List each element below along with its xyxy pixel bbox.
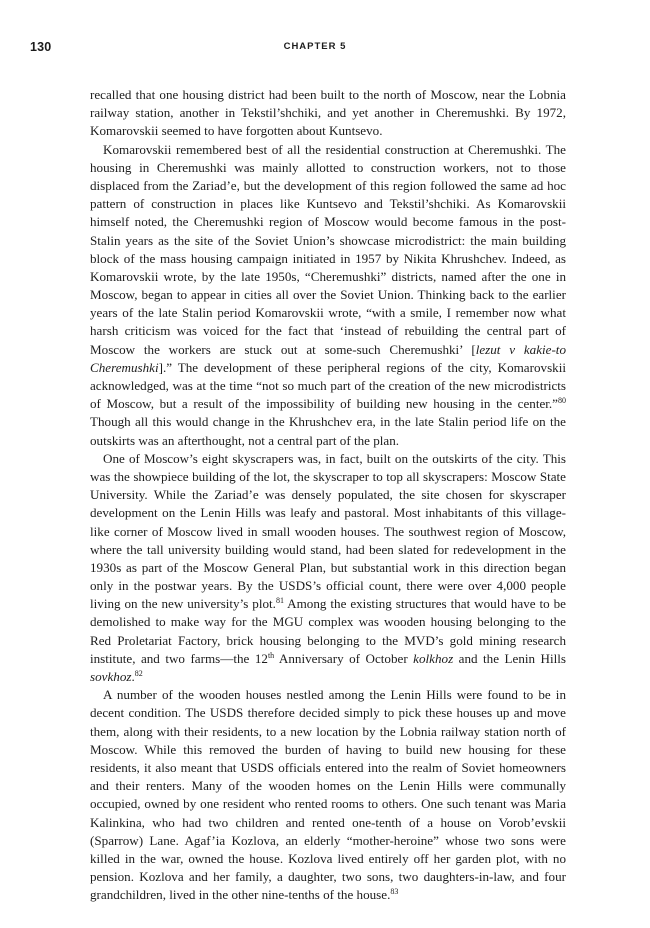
italic-text: sovkhoz — [90, 669, 132, 684]
text-run: ].” The development of these peripheral regions of the city, Komarovskii acknowledged, was at the time “not so much part of the creation of the new microdistricts of Moscow, but a result of the impossibility of building new housing in the center.” — [90, 359, 566, 412]
footnote-marker: th — [267, 650, 275, 660]
paragraph — [90, 450, 566, 686]
text-run: and the Lenin Hills — [453, 650, 566, 666]
text-run: Among the existing structures that would have to be demolished to make way for the MGU complex was wooden housing belonging to the Red Proletariat Factory, brick housing belonging to the MVD’s gold mining research institute, and two farms—the 12 — [90, 596, 566, 666]
page-number: 130 — [30, 40, 52, 54]
text-run: Anniversary of October — [274, 650, 414, 666]
text-run: One of Moscow’s eight skyscrapers was, in fact, built on the outskirts of the city. This was the showpiece building of the lot, the skyscraper to top all skyscrapers: Moscow State University. While the Zariad’e was densely populated, the site chosen for skyscraper development on the Lenin Hills was leafy and pastoral. Most inhabitants of this village-like corner of Moscow lived in small wooden houses. The southwest region of Moscow, where the tall university building would stand, had been slated for redevelopment in the 1930s as part of the Moscow General Plan, but substantial work in this direction began only in the postwar years. By the USDS’s official count, there were over 4,000 people living on the new university’s plot. — [90, 450, 566, 612]
running-head: CHAPTER 5 — [283, 41, 347, 52]
footnote-marker: 81 — [275, 596, 284, 606]
body-text — [90, 86, 566, 904]
text-run: recalled that one housing district had been built to the north of Moscow, near the Lobnia railway station, another in Tekstil’shchiki, and yet another in Cheremushki. By 1972, Komarovskii seemed to have forgotten about Kuntsevo. — [90, 87, 566, 139]
footnote-marker: 83 — [390, 887, 399, 897]
italic-text: lezut v kakie-to Cheremushki — [90, 341, 566, 375]
text-run: Komarovskii remembered best of all the residential construction at Cheremushki. The housing in Cheremushki was mainly allotted to construction workers, not to those displaced from the Zariad’e, but the development of this region followed the same ad hoc pattern of construction in places like Kuntsevo and Tekstil’shchiki. As Komarovskii himself noted, the Cheremushki region of Moscow would become famous in the post-Stalin years as the site of the Soviet Union’s showcase microdistrict: the main building block of the mass housing campaign initiated in 1957 by Nikita Khrushchev. Indeed, as Komarovskii wrote, by the late 1950s, “Cheremushki” districts, named after the one in Moscow, began to appear in cities all over the Soviet Union. Thinking back to the earlier years of the late Stalin period Komarovskii wrote, “with a smile, I remember now what harsh criticism was voiced for the fact that ‘instead of rebuilding the central part of Moscow the workers are stuck out at some-such Cheremushki’ [ — [90, 141, 566, 357]
footnote-marker: 82 — [134, 669, 143, 678]
paragraph — [90, 86, 566, 141]
italic-text: kolkhoz — [413, 650, 454, 666]
paragraph — [90, 686, 566, 904]
paragraph — [90, 141, 566, 450]
page-header — [30, 40, 600, 60]
text-run: A number of the wooden houses nestled among the Lenin Hills were found to be in decent condition. The USDS therefore decided simply to pick these houses up and move them, along with their residents, to a new location by the Lobnia railway station north of Moscow. While this removed the burden of having to build new housing for these residents, it also meant that USDS officials entered into the realm of Soviet homeowners and their renters. Many of the wooden homes on the Lenin Hills were communally occupied, owned by one resident who rented rooms to others. One such tenant was Maria Kalinkina, who had two children and rented one-tenth of a house on Vorob’evskii (Sparrow) Lane. Agaf’ia Kozlova, an elderly “mother-heroine” whose two sons were killed in the war, owned the house. Kozlova lived entirely off her garden plot, with no pension. Kozlova and her family, a daughter, two sons, two daughters-in-law, and four grandchildren, lived in the other nine-tenths of the house. — [90, 687, 566, 903]
text-run: Though all this would change in the Khrushchev era, in the late Stalin period life on the outskirts was an afterthought, not a central part of the plan. — [90, 414, 566, 448]
text-run: . — [131, 669, 135, 684]
footnote-marker: 80 — [558, 396, 566, 406]
